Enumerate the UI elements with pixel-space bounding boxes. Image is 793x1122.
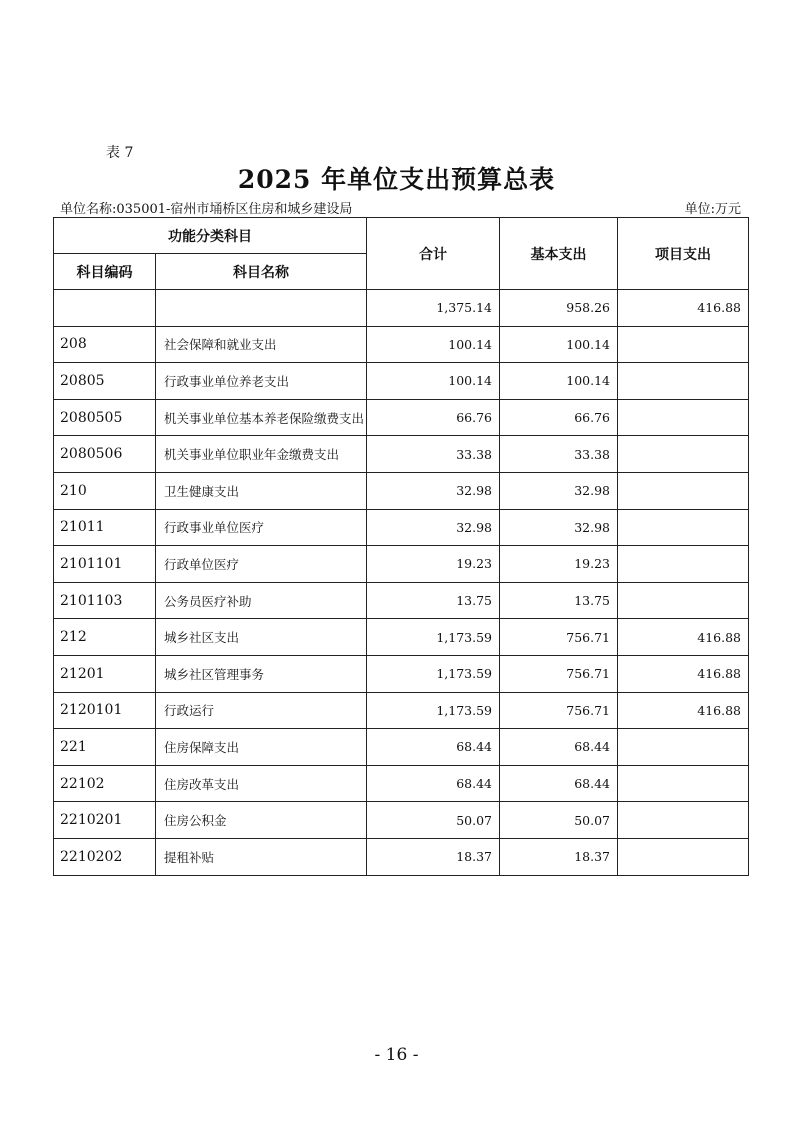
- basic-expenditure-cell: 756.71: [500, 619, 618, 656]
- total-cell: 32.98: [367, 472, 500, 509]
- header-subject-name: 科目名称: [156, 254, 367, 290]
- total-cell: 32.98: [367, 509, 500, 546]
- subject-code-cell: 2080506: [54, 436, 156, 473]
- subject-name-cell: 住房改革支出: [156, 765, 367, 802]
- basic-expenditure-cell: 100.14: [500, 363, 618, 400]
- basic-expenditure-cell: 33.38: [500, 436, 618, 473]
- project-expenditure-cell: [618, 363, 749, 400]
- total-cell: 19.23: [367, 546, 500, 583]
- header-basic-expenditure: 基本支出: [500, 218, 618, 290]
- subject-code-cell: 2210201: [54, 802, 156, 839]
- project-expenditure-cell: [618, 399, 749, 436]
- subject-name-cell: 公务员医疗补助: [156, 582, 367, 619]
- subject-code-cell: 22102: [54, 765, 156, 802]
- project-expenditure-cell: [618, 546, 749, 583]
- total-cell: 50.07: [367, 802, 500, 839]
- basic-expenditure-cell: 32.98: [500, 472, 618, 509]
- unit-label: 单位:万元: [684, 202, 741, 217]
- subject-name-cell: 行政运行: [156, 692, 367, 729]
- basic-expenditure-cell: 68.44: [500, 765, 618, 802]
- header-subject-code: 科目编码: [54, 254, 156, 290]
- subject-name-cell: 住房公积金: [156, 802, 367, 839]
- project-expenditure-cell: [618, 472, 749, 509]
- table-row: [54, 692, 749, 729]
- project-expenditure-cell: 416.88: [618, 692, 749, 729]
- subject-code-cell: 21011: [54, 509, 156, 546]
- subject-code-cell: 208: [54, 326, 156, 363]
- subject-code-cell: 2120101: [54, 692, 156, 729]
- project-expenditure-cell: 416.88: [618, 655, 749, 692]
- subject-name-cell: 城乡社区管理事务: [156, 655, 367, 692]
- table-row: [54, 436, 749, 473]
- header-project-expenditure: 项目支出: [618, 218, 749, 290]
- total-cell: 66.76: [367, 399, 500, 436]
- project-expenditure-cell: [618, 729, 749, 766]
- subject-code-cell: 212: [54, 619, 156, 656]
- subject-code-cell: 2210202: [54, 838, 156, 875]
- basic-expenditure-cell: 50.07: [500, 802, 618, 839]
- subject-code-cell: 210: [54, 472, 156, 509]
- basic-expenditure-cell: 756.71: [500, 655, 618, 692]
- total-cell: 100.14: [367, 363, 500, 400]
- subject-name-cell: 机关事业单位职业年金缴费支出: [156, 436, 367, 473]
- subject-code-cell: 21201: [54, 655, 156, 692]
- total-cell: 1,375.14: [367, 290, 500, 327]
- table-row: [54, 546, 749, 583]
- subject-name-cell: 提租补贴: [156, 838, 367, 875]
- subject-name-cell: 城乡社区支出: [156, 619, 367, 656]
- table-row: [54, 399, 749, 436]
- table-row: [54, 326, 749, 363]
- subject-code-cell: 2101101: [54, 546, 156, 583]
- subject-name-cell: 住房保障支出: [156, 729, 367, 766]
- basic-expenditure-cell: 756.71: [500, 692, 618, 729]
- header-total: 合计: [367, 218, 500, 290]
- subject-code-cell: 2080505: [54, 399, 156, 436]
- subject-name-cell: 机关事业单位基本养老保险缴费支出: [156, 399, 367, 436]
- basic-expenditure-cell: 18.37: [500, 838, 618, 875]
- unit-name-label: 单位名称:035001-宿州市埇桥区住房和城乡建设局: [60, 202, 353, 217]
- table-row: [54, 472, 749, 509]
- project-expenditure-cell: [618, 436, 749, 473]
- table-row: [54, 290, 749, 327]
- total-cell: 1,173.59: [367, 655, 500, 692]
- project-expenditure-cell: [618, 838, 749, 875]
- project-expenditure-cell: [618, 509, 749, 546]
- basic-expenditure-cell: 100.14: [500, 326, 618, 363]
- table-row: [54, 729, 749, 766]
- subject-name-cell: 卫生健康支出: [156, 472, 367, 509]
- budget-table: [53, 217, 749, 876]
- subject-name-cell: 行政事业单位医疗: [156, 509, 367, 546]
- project-expenditure-cell: [618, 802, 749, 839]
- basic-expenditure-cell: 958.26: [500, 290, 618, 327]
- basic-expenditure-cell: 19.23: [500, 546, 618, 583]
- table-row: [54, 655, 749, 692]
- project-expenditure-cell: 416.88: [618, 619, 749, 656]
- total-cell: 13.75: [367, 582, 500, 619]
- subject-code-cell: 20805: [54, 363, 156, 400]
- project-expenditure-cell: 416.88: [618, 290, 749, 327]
- project-expenditure-cell: [618, 765, 749, 802]
- table-row: [54, 582, 749, 619]
- table-row: [54, 509, 749, 546]
- subject-name-cell: 行政事业单位养老支出: [156, 363, 367, 400]
- total-cell: 1,173.59: [367, 692, 500, 729]
- subject-code-cell: 221: [54, 729, 156, 766]
- total-cell: 100.14: [367, 326, 500, 363]
- table-number: 表 7: [106, 145, 134, 161]
- basic-expenditure-cell: 66.76: [500, 399, 618, 436]
- page-number: - 16 -: [374, 1045, 419, 1065]
- subject-code-cell: [54, 290, 156, 327]
- basic-expenditure-cell: 68.44: [500, 729, 618, 766]
- subject-code-cell: 2101103: [54, 582, 156, 619]
- total-cell: 18.37: [367, 838, 500, 875]
- page-title: 2025 年单位支出预算总表: [237, 165, 556, 194]
- table-row: [54, 802, 749, 839]
- table-row: [54, 363, 749, 400]
- project-expenditure-cell: [618, 326, 749, 363]
- basic-expenditure-cell: 32.98: [500, 509, 618, 546]
- table-row: [54, 765, 749, 802]
- subject-name-cell: [156, 290, 367, 327]
- table-row: [54, 619, 749, 656]
- total-cell: 68.44: [367, 765, 500, 802]
- subject-name-cell: 社会保障和就业支出: [156, 326, 367, 363]
- total-cell: 33.38: [367, 436, 500, 473]
- total-cell: 68.44: [367, 729, 500, 766]
- project-expenditure-cell: [618, 582, 749, 619]
- table-row: [54, 838, 749, 875]
- subject-name-cell: 行政单位医疗: [156, 546, 367, 583]
- header-function-category: 功能分类科目: [54, 218, 367, 254]
- total-cell: 1,173.59: [367, 619, 500, 656]
- basic-expenditure-cell: 13.75: [500, 582, 618, 619]
